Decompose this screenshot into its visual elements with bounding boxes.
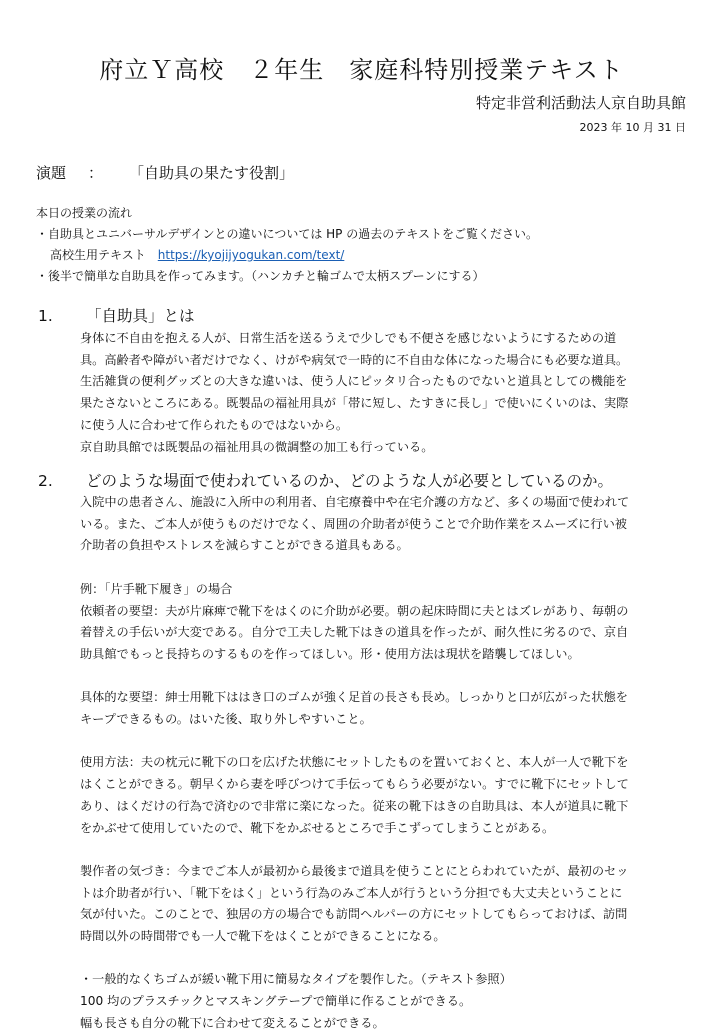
theme-text: 「自助具の果たす役割」 — [129, 164, 295, 182]
simple-type-line: 100 均のプラスチックとマスキングテープで簡単に作ることができる。 — [80, 994, 472, 1009]
section-2-line: 入院中の患者さん、施設に入所中の利用者、自宅療養中や在宅介護の方など、多くの場面で使われて — [80, 495, 630, 509]
usage-line: はくことができる。朝早くから妻を呼びつけて手伝ってもらう必要がない。すでに靴下にセットして — [80, 777, 629, 792]
section-2-line: いる。また、ご本人が使うものだけでなく、周囲の介助者が使うことで介助作業をスムーズに行い被 — [80, 516, 627, 531]
theme-label: 演題 — [36, 164, 67, 182]
example-line: 依頼者の要望：夫が片麻痺で靴下をはくのに介助が必要。朝の起床時間に夫とはズレがあり、毎朝の — [80, 603, 629, 618]
example-line: 例：「片手靴下履き」の場合 — [80, 581, 233, 596]
document-date: 2023 年 10 月 31 日 — [579, 121, 686, 134]
usage-line: あり、はくだけの行為で済むので非常に楽になった。従来の靴下はきの自助具は、本人が道具に靴下 — [80, 798, 629, 813]
notice-line: 気が付いた。このことで、独居の方の場合でも訪問ヘルパーの方にセットしてもらっておけば、訪問 — [80, 907, 628, 922]
section-2-title: どのような場面で使われているのか、どのような人が必要としているのか。 — [86, 472, 614, 490]
notice-line: 時間以外の時間帯でも一人で靴下をはくことができることになる。 — [80, 929, 446, 943]
flow-item-2: ・後半で簡単な自助具を作ってみます。（ハンカチと輪ゴムで太柄スプーンにする） — [36, 269, 485, 283]
notice-line: トは介助者が行い、「靴下をはく」という行為のみご本人が行うという分担でも大丈夫ということに — [80, 885, 623, 900]
section-2-number: 2. — [38, 472, 53, 490]
flow-text-link-line — [36, 245, 538, 266]
example-line: 助具館でもっと長持ちのするものを作ってほしい。形・使用方法は現状を踏襲してほしい。 — [80, 646, 580, 661]
notice-line: 製作者の気づき：今までご本人が最初から最後まで道具を使うことにとらわれていたが、最初のセッ — [80, 863, 629, 878]
section-1-line: 生活雑貨の便利グッズとの大きな違いは、使う人にピッタリ合ったものでないと道具としての機能を — [80, 374, 628, 389]
request-line: 具体的な要望：紳士用靴下ははき口のゴムが強く足首の長さも長め。しっかりと口が広がった状態を — [80, 690, 628, 705]
section-1-title: 「自助具」とは — [86, 307, 195, 325]
section-2-heading — [38, 469, 613, 491]
section-1-body — [80, 328, 692, 458]
section-2-line: 介助者の負担やストレスを減らすことができる道具もある。 — [80, 538, 409, 553]
usage-line: 使用方法：夫の枕元に靴下の口を広げた状態にセットしたものを置いておくと、本人が一人で靴下を — [80, 755, 629, 770]
example-line: 着替えの手伝いが大変である。自分で工夫した靴下はきの道具を作ったが、耐久性に劣るので、京自 — [80, 625, 629, 640]
flow-item-1: ・自助具とユニバーサルデザインとの違いについては HP の過去のテキストをご覧ください。 — [36, 227, 538, 241]
organization-name: 特定非営利活動法人京自助具館 — [475, 94, 686, 112]
section-2-body — [80, 492, 692, 1035]
section-1-line: 京自助具館では既製品の福祉用具の微調整の加工も行っている。 — [80, 439, 434, 454]
section-1-line: 果たさないところにある。既製品の福祉用具が「帯に短し、たすきに長し」で使いにくいのは、実際 — [80, 396, 629, 411]
section-1-number: 1. — [38, 307, 53, 325]
lecture-theme — [36, 162, 294, 183]
simple-type-line: ・一般的なくちゴムが緩い靴下用に簡易なタイプを製作した。（テキスト参照） — [80, 972, 512, 987]
text-label: 高校生用テキスト — [50, 248, 146, 262]
section-1-line: に使う人に合わせて作られたものではないから。 — [80, 417, 349, 432]
page-title: 府立Ｙ高校 ２年生 家庭科特別授業テキスト — [99, 56, 624, 84]
class-flow — [36, 203, 538, 287]
request-line: キープできるもの。はいた後、取り外しやすいこと。 — [80, 712, 372, 726]
simple-type-line: 幅も長さも自分の靴下に合わせて変えることができる。 — [80, 1015, 385, 1030]
text-url-link[interactable]: https://kyojijyogukan.com/text/ — [157, 248, 345, 262]
section-1-line: 身体に不自由を抱える人が、日常生活を送るうえで少しでも不便さを感じないようにするための道 — [80, 331, 617, 345]
usage-line: をかぶせて使用していたので、靴下をかぶせるところで手こずってしまうことがある。 — [80, 820, 555, 835]
flow-heading: 本日の授業の流れ — [36, 206, 133, 220]
section-1-line: 具。高齢者や障がい者だけでなく、けがや病気で一時的に不自由な体になった場合にも必要な道具。 — [80, 352, 629, 367]
section-1-heading — [38, 304, 195, 326]
theme-colon: ： — [88, 164, 104, 182]
